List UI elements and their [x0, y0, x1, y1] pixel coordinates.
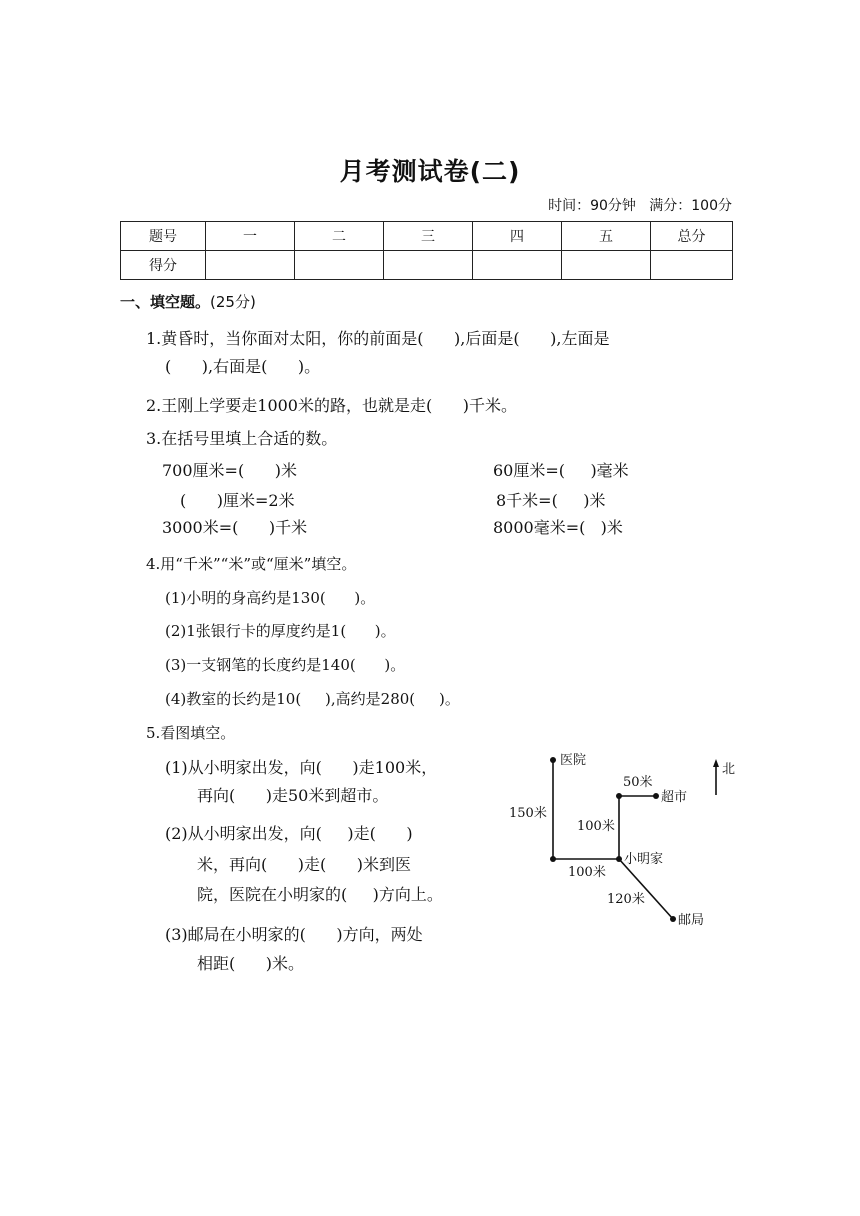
- score-row-label: 得分: [121, 251, 206, 280]
- score-header-cell: 四: [473, 222, 562, 251]
- question-4-title: 4.用“千米”“米”或“厘米”填空。: [146, 555, 357, 573]
- north-arrowhead: [713, 759, 719, 767]
- question-5-part-3-line: (3)邮局在小明家的( )方向，两处: [165, 925, 423, 944]
- question-3-item: 8千米=( )米: [496, 491, 606, 510]
- question-4-item: (4)教室的长约是10( ),高约是280( )。: [165, 690, 460, 708]
- score-table-header-row: [121, 222, 733, 251]
- question-4-item: (3)一支钢笔的长度约是140( )。: [165, 656, 406, 674]
- question-3-item: 700厘米=( )米: [162, 461, 297, 480]
- post-office-label: 邮局: [678, 913, 705, 928]
- question-5-title: 5.看图填空。: [146, 724, 236, 742]
- path-to-hospital: [553, 760, 619, 859]
- question-4-item: (2)1张银行卡的厚度约是1( )。: [165, 622, 396, 640]
- distance-label-50: 50米: [623, 775, 653, 790]
- question-1-line-2: ( ),右面是( )。: [165, 357, 321, 376]
- corner-dot: [616, 793, 622, 799]
- question-5-part-2-line: (2)从小明家出发，向( )走( ): [165, 824, 413, 843]
- question-4-item: (1)小明的身高约是130( )。: [165, 589, 376, 607]
- question-3-item: 3000米=( )千米: [162, 518, 308, 537]
- path-to-post-office: [619, 859, 673, 919]
- question-5-part-2-line: 米，再向( )走( )米到医: [197, 855, 412, 874]
- distance-label-150: 150米: [509, 806, 547, 821]
- question-2: 2.王刚上学要走1000米的路，也就是走( )千米。: [146, 396, 517, 415]
- score-cell[interactable]: [295, 251, 384, 280]
- corner-dot: [550, 856, 556, 862]
- score-header-cell: 总分: [651, 222, 733, 251]
- score-header-cell: 题号: [121, 222, 206, 251]
- path-to-supermarket: [619, 796, 656, 859]
- score-cell[interactable]: [206, 251, 295, 280]
- question-3-item: 8000毫米=( )米: [493, 518, 623, 537]
- north-label: 北: [722, 762, 736, 777]
- score-cell[interactable]: [384, 251, 473, 280]
- distance-label-120: 120米: [607, 892, 645, 907]
- score-cell[interactable]: [473, 251, 562, 280]
- question-3-title: 3.在括号里填上合适的数。: [146, 429, 338, 448]
- score-header-cell: 一: [206, 222, 295, 251]
- section-heading: [120, 291, 256, 312]
- score-table: [120, 221, 733, 280]
- home-label: 小明家: [624, 852, 664, 867]
- score-header-cell: 五: [562, 222, 651, 251]
- question-1-line-1: 1.黄昏时，当你面对太阳，你的前面是( ),后面是( ),左面是: [146, 329, 610, 348]
- question-3-item: 60厘米=( )毫米: [493, 461, 629, 480]
- score-header-cell: 三: [384, 222, 473, 251]
- hospital-label: 医院: [560, 753, 587, 768]
- question-5-part-3-line: 相距( )米。: [197, 954, 305, 973]
- distance-label-100-left: 100米: [568, 865, 606, 880]
- score-cell[interactable]: [651, 251, 733, 280]
- score-table-score-row: [121, 251, 733, 280]
- supermarket-dot: [653, 793, 659, 799]
- hospital-dot: [550, 757, 556, 763]
- question-5-part-2-line: 院，医院在小明家的( )方向上。: [197, 885, 443, 904]
- question-3-item: ( )厘米=2米: [180, 491, 295, 510]
- question-5-part-1-line: (1)从小明家出发，向( )走100米，: [165, 758, 438, 777]
- home-dot: [616, 856, 622, 862]
- section-points: (25分): [210, 293, 256, 311]
- score-cell[interactable]: [562, 251, 651, 280]
- route-map: [500, 745, 750, 940]
- supermarket-label: 超市: [661, 790, 688, 805]
- score-header-cell: 二: [295, 222, 384, 251]
- exam-meta: 时间：90分钟 满分：100分: [548, 198, 732, 214]
- question-5-part-1-line: 再向( )走50米到超市。: [197, 786, 389, 805]
- post-office-dot: [670, 916, 676, 922]
- distance-label-100-up: 100米: [577, 819, 615, 834]
- section-title: 一、填空题。: [120, 293, 211, 311]
- page-title: 月考测试卷(二): [339, 157, 521, 186]
